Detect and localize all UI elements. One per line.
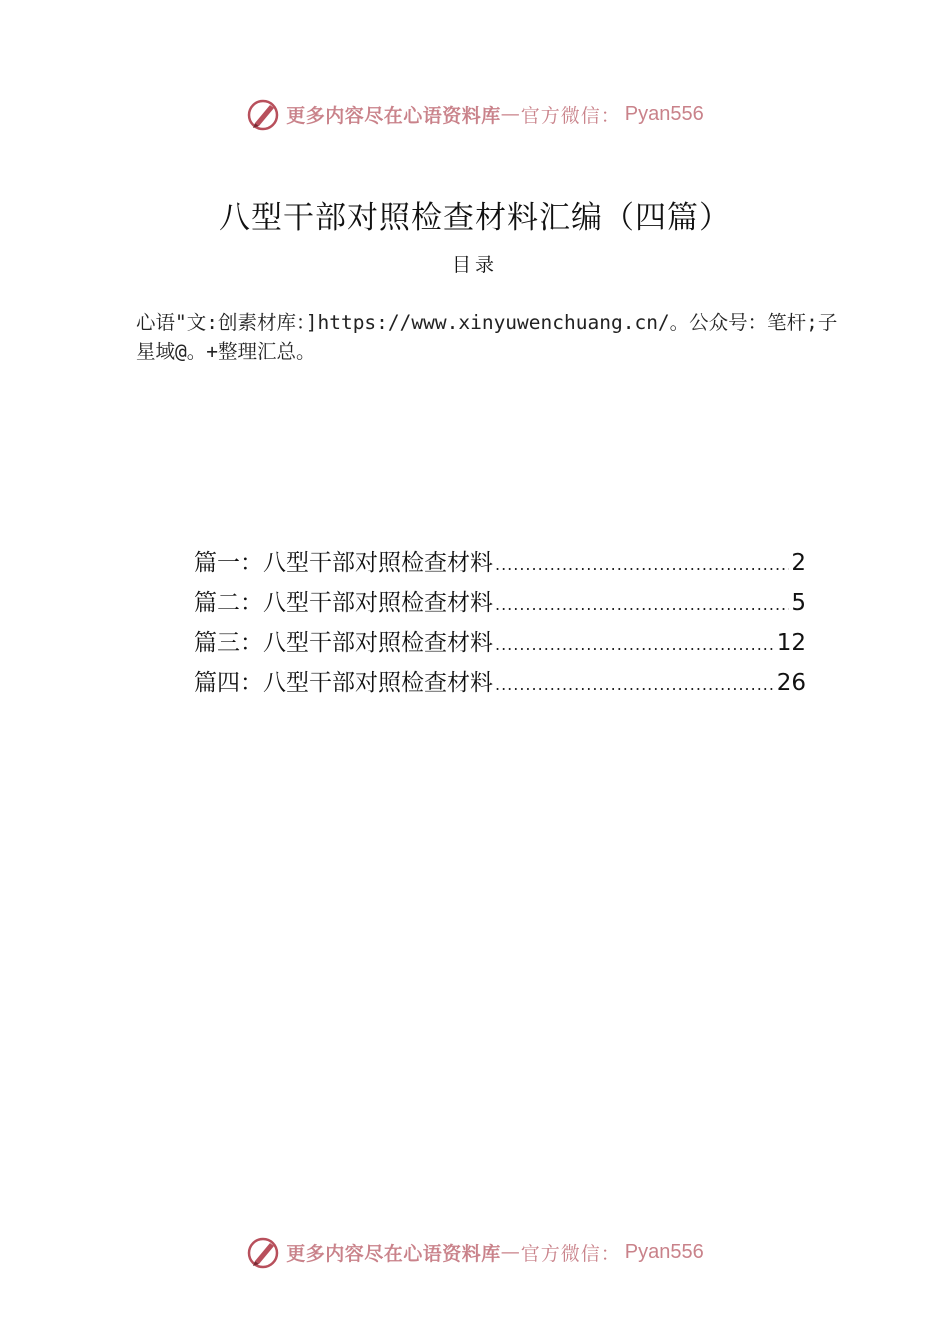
- pen-seal-icon: [246, 97, 280, 131]
- footer-watermark-banner: [0, 1232, 950, 1272]
- banner-slogan: 更多内容尽在心语资料库: [286, 1242, 501, 1265]
- source-note: 心语"文:创素材库：]https://www.xinyuwenchuang.cn/。公众号：笔杆;子星域@。+整理汇总。: [136, 311, 838, 363]
- banner-wechat-id: Pyan556: [624, 1240, 704, 1263]
- banner-dash: —: [500, 1241, 521, 1263]
- banner-slogan: 更多内容尽在心语资料库: [286, 104, 501, 127]
- banner-wechat-id: Pyan556: [624, 102, 704, 125]
- banner-wechat-label: 官方微信：: [520, 1242, 621, 1265]
- toc-leader-dots: [495, 555, 789, 574]
- document-title: 八型干部对照检查材料汇编（四篇）: [219, 200, 731, 236]
- header-watermark-banner: [0, 94, 950, 134]
- banner-wechat-label: 官方微信：: [520, 104, 621, 127]
- toc-leader-dots: [495, 635, 775, 654]
- toc-leader-dots: [495, 595, 789, 614]
- toc-entry-label: 篇三：八型干部对照检查材料: [194, 630, 493, 656]
- toc-entry-page: 2: [791, 550, 806, 576]
- toc-entry-label: 篇二：八型干部对照检查材料: [194, 590, 493, 616]
- toc-entry-label: 篇一：八型干部对照检查材料: [194, 550, 493, 576]
- toc-entry-4[interactable]: [194, 664, 806, 704]
- toc-leader-dots: [495, 675, 775, 694]
- toc-entry-page: 26: [776, 670, 806, 696]
- toc-entry-page: 12: [776, 630, 806, 656]
- table-of-contents: [194, 544, 806, 704]
- toc-entry-2[interactable]: [194, 584, 806, 624]
- toc-entry-1[interactable]: [194, 544, 806, 584]
- banner-dash: —: [500, 103, 521, 125]
- toc-entry-page: 5: [791, 590, 806, 616]
- toc-entry-label: 篇四：八型干部对照检查材料: [194, 670, 493, 696]
- pen-seal-icon: [246, 1235, 280, 1269]
- toc-entry-3[interactable]: [194, 624, 806, 664]
- toc-heading: 目录: [451, 254, 498, 276]
